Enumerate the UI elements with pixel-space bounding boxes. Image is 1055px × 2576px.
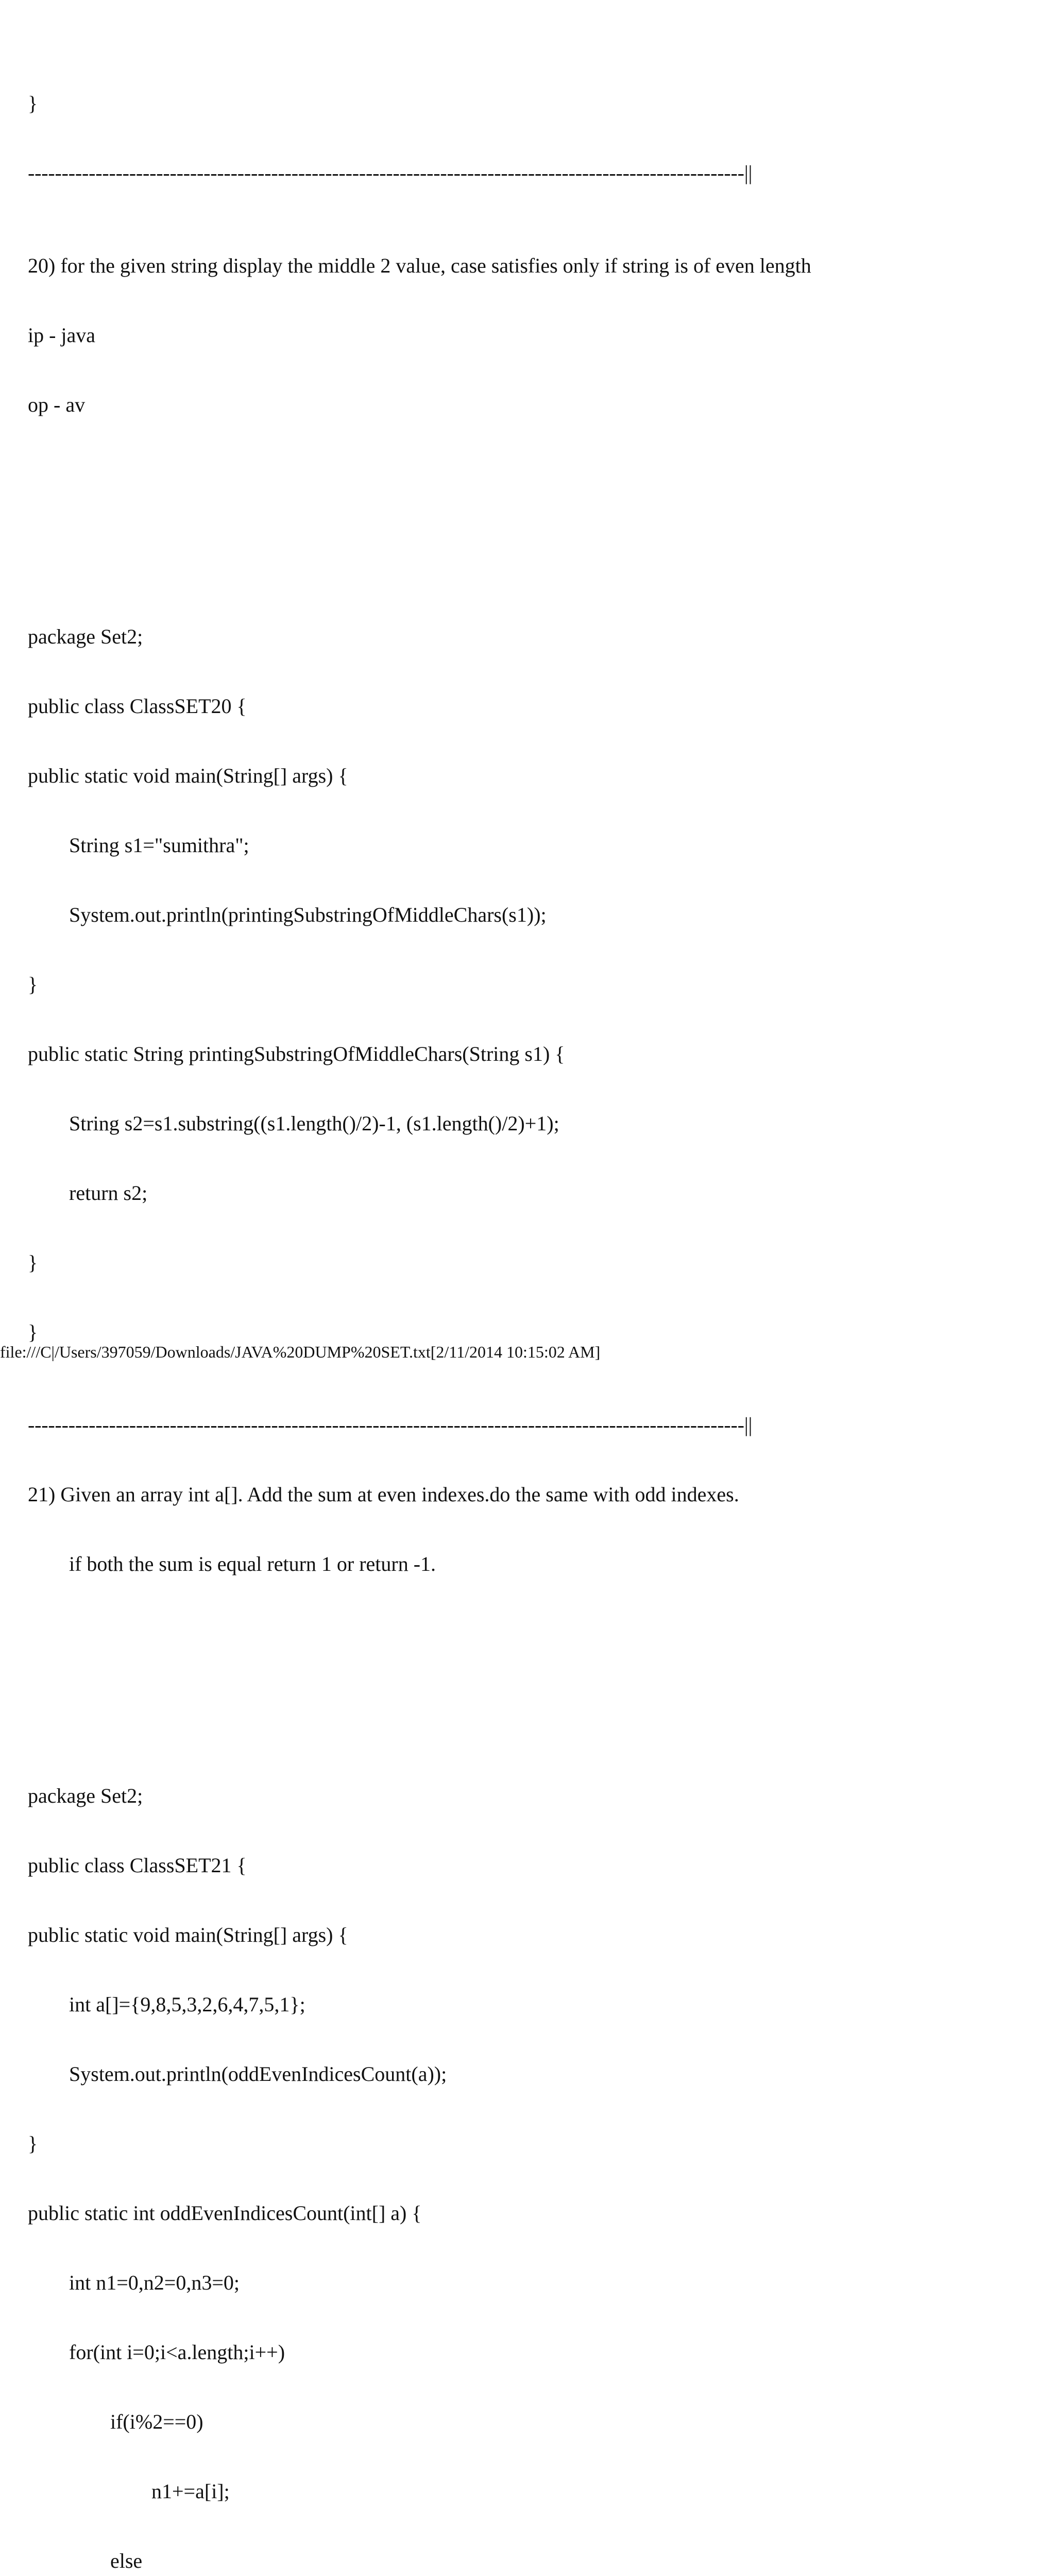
code-line: String s2=s1.substring((s1.length()/2)-1, (s1.length()/2)+1);	[69, 1112, 559, 1135]
code-line: package Set2;	[28, 625, 143, 648]
code-line: return s2;	[69, 1181, 148, 1205]
question-21-title: 21) Given an array int a[]. Add the sum at even indexes.do the same with odd indexes.	[28, 1483, 739, 1506]
code-line: public static void main(String[] args) {	[28, 764, 348, 787]
code-line: int a[]={9,8,5,3,2,6,4,7,5,1};	[69, 1993, 305, 2016]
separator-line: ----------------------------------------------------------------------------------------------------------||	[28, 1413, 753, 1436]
closing-brace: }	[28, 92, 38, 115]
code-line: System.out.println(printingSubstringOfMiddleChars(s1));	[69, 903, 547, 926]
code-line: else	[110, 2549, 143, 2572]
code-line: public class ClassSET20 {	[28, 694, 247, 718]
document-body	[28, 45, 811, 2576]
code-line: }	[28, 973, 38, 996]
code-line: }	[28, 1251, 38, 1274]
code-line: n1+=a[i];	[151, 2480, 230, 2503]
code-line: public static String printingSubstringOfMiddleChars(String s1) {	[28, 1042, 565, 1065]
code-line: }	[28, 1320, 38, 1344]
question-20-input: ip - java	[28, 324, 96, 347]
code-line: int n1=0,n2=0,n3=0;	[69, 2271, 240, 2294]
code-line: public static int oddEvenIndicesCount(int[] a) {	[28, 2201, 422, 2225]
code-line: for(int i=0;i<a.length;i++)	[69, 2341, 285, 2364]
code-line: String s1="sumithra";	[69, 834, 249, 857]
question-21-title-continued: if both the sum is equal return 1 or return -1.	[69, 1552, 436, 1575]
code-line: System.out.println(oddEvenIndicesCount(a));	[69, 2062, 447, 2086]
blank-gap	[28, 1622, 811, 1715]
question-20-title: 20) for the given string display the middle 2 value, case satisfies only if string is of even length	[28, 254, 811, 277]
code-line: package Set2;	[28, 1784, 143, 1807]
code-line: if(i%2==0)	[110, 2410, 203, 2433]
blank-gap	[28, 463, 811, 555]
code-line: }	[28, 2132, 38, 2155]
code-line: public class ClassSET21 {	[28, 1854, 247, 1877]
separator-line: ----------------------------------------------------------------------------------------------------------||	[28, 161, 753, 184]
file-path-footer: file:///C|/Users/397059/Downloads/JAVA%20DUMP%20SET.txt[2/11/2014 10:15:02 AM]	[0, 1343, 601, 1361]
code-line: public static void main(String[] args) {	[28, 1923, 348, 1946]
question-20-output: op - av	[28, 393, 86, 416]
